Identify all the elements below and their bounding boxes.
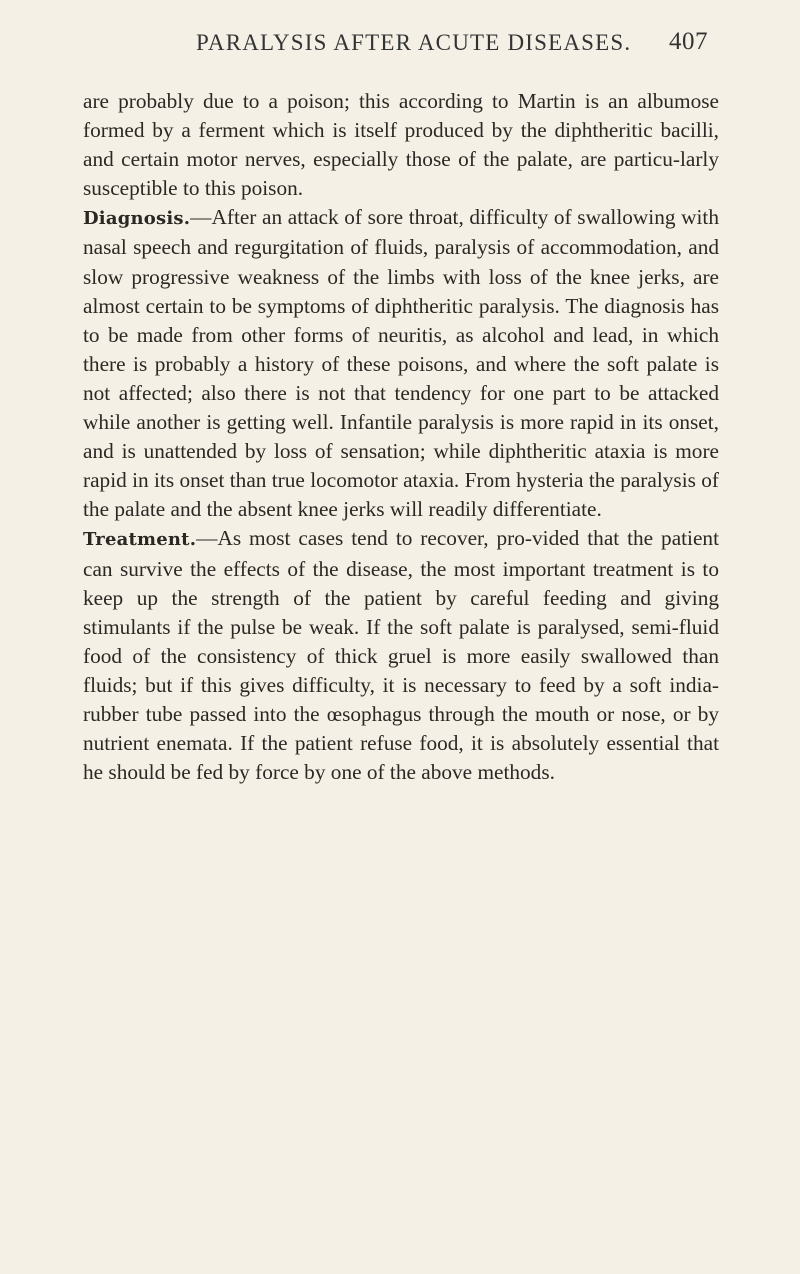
- treatment-text: —As most cases tend to recover, pro-vided that the patient can survive the effects of the disease, the most important treatment is to keep up the strength of the patient by careful feeding and giving stimulants if the pulse be weak. If the soft palate is paralysed, semi-fluid food of the consistency of thick gruel is more easily swallowed than fluids; but if this gives difficulty, it is necessary to feed by a soft india-rubber tube passed into the œsophagus through the mouth or nose, or by nutrient enemata. If the patient refuse food, it is absolutely essential that he should be fed by force by one of the above methods.: [83, 526, 719, 785]
- diagnosis-heading: Diagnosis.: [83, 208, 191, 230]
- running-title: PARALYSIS AFTER ACUTE DISEASES.: [196, 30, 632, 55]
- paragraph-diagnosis: [83, 203, 719, 524]
- running-head: [196, 30, 708, 70]
- body-text: [83, 87, 719, 787]
- treatment-heading: Treatment.: [83, 529, 197, 551]
- page-number: 407: [669, 28, 708, 55]
- paragraph-intro: are probably due to a poison; this according to Martin is an albumose formed by a ferment which is itself produced by the diphtheritic bacilli, and certain motor nerves, especially those of the palate, are particu-larly susceptible to this poison.: [83, 89, 719, 201]
- diagnosis-text: —After an attack of sore throat, difficulty of swallowing with nasal speech and regurgitation of fluids, paralysis of accommodation, and slow progressive weakness of the limbs with loss of the knee jerks, are almost certain to be symptoms of diphtheritic paralysis. The diagnosis has to be made from other forms of neuritis, as alcohol and lead, in which there is probably a history of these poisons, and where the soft palate is not affected; also there is not that tendency for one part to be attacked while another is getting well. Infantile paralysis is more rapid in its onset, and is unattended by loss of sensation; while diphtheritic ataxia is more rapid in its onset than true locomotor ataxia. From hysteria the paralysis of the palate and the absent knee jerks will readily differentiate.: [83, 205, 719, 522]
- paragraph-treatment: [83, 524, 719, 787]
